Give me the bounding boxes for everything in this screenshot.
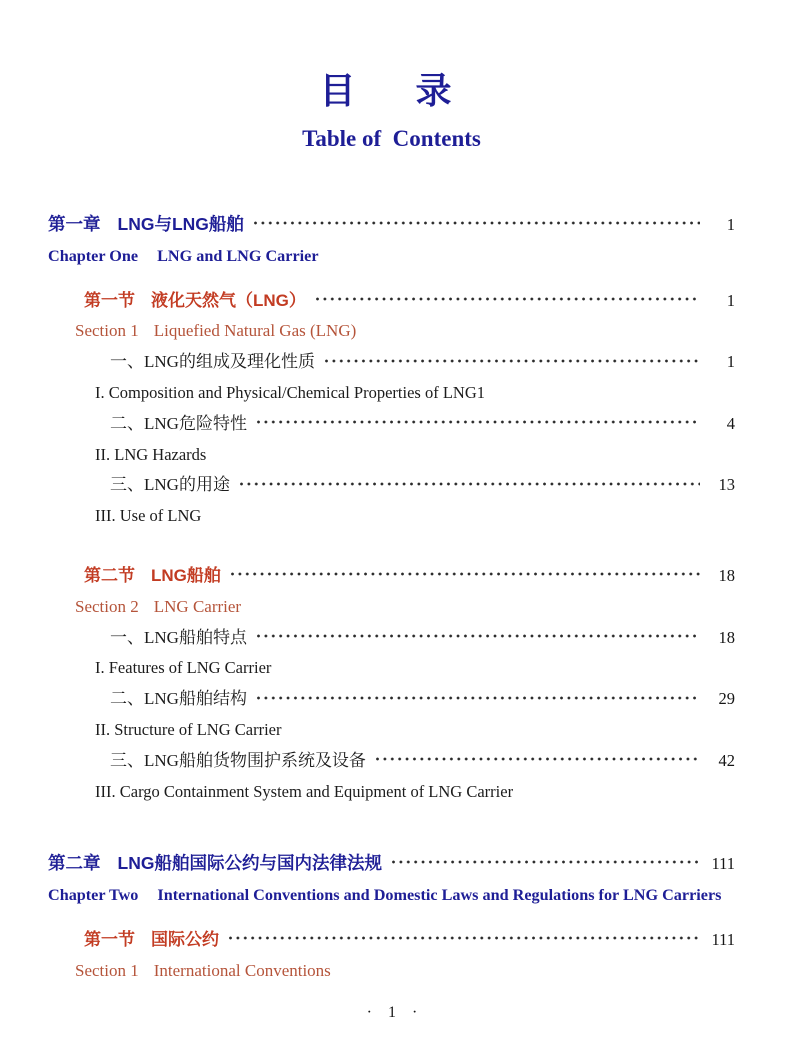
entry-title: I. Composition and Physical/Chemical Properties of LNG1: [95, 382, 485, 402]
dot-leader: [257, 420, 700, 424]
page-title-english: Table of Contents: [302, 126, 481, 151]
toc-entry-section2-en: [48, 592, 735, 623]
page-number: 18: [718, 627, 735, 647]
toc-entry-item-zh: [48, 684, 735, 715]
dot-leader: [254, 221, 700, 225]
page-number: 111: [711, 929, 735, 949]
entry-title: 二、LNG船舶结构: [110, 689, 247, 709]
page-number: 1: [726, 352, 735, 372]
entry-title: LNG Carrier: [153, 596, 242, 616]
entry-title: Liquefied Natural Gas (LNG): [153, 321, 357, 341]
toc-entry-chapter1-zh: [48, 209, 735, 241]
toc-document: [0, 70, 790, 987]
toc-entry-item-en: [48, 653, 735, 684]
page-number: 13: [718, 475, 735, 495]
dot-leader: [257, 634, 700, 638]
dot-leader: [316, 297, 700, 301]
entry-number: Section 1: [75, 960, 139, 980]
toc-entry-item-en: [48, 440, 735, 471]
toc-entry-chapter2-zh: [48, 848, 735, 880]
dot-leader: [376, 757, 700, 761]
toc-entry-item-zh: [48, 470, 735, 501]
entry-number: 第二节: [84, 565, 135, 585]
footer-page-number: · 1 ·: [366, 1004, 424, 1021]
entry-number: 第一章: [48, 214, 101, 234]
entry-title: 一、LNG船舶特点: [110, 627, 247, 647]
toc-entry-section2-zh: [48, 561, 735, 592]
entry-number: Section 1: [75, 321, 139, 341]
page-number: 111: [711, 854, 735, 874]
toc-entry-item-en: [48, 378, 735, 409]
page-number: 4: [726, 413, 735, 433]
toc-entry-item-zh: [48, 347, 735, 378]
entry-title: International Conventions and Domestic Laws and Regulations for LNG Carriers: [157, 886, 722, 905]
toc-entry-item-zh: [48, 409, 735, 440]
page-number: 42: [718, 750, 735, 770]
dot-leader: [392, 860, 700, 864]
toc-entry-item-zh: [48, 746, 735, 777]
entry-title: 液化天然气（LNG）: [151, 290, 306, 310]
entry-title: LNG船舶: [151, 565, 221, 585]
toc-entry-section1-zh: [48, 925, 735, 956]
entry-number: 第一节: [84, 929, 135, 949]
entry-title: II. Structure of LNG Carrier: [95, 719, 282, 739]
page-number: 18: [718, 565, 735, 585]
entry-title: LNG与LNG船舶: [117, 214, 244, 234]
toc-entry-section1-en: [48, 956, 735, 987]
entry-title: III. Use of LNG: [95, 506, 202, 526]
entry-number: Section 2: [75, 596, 139, 616]
toc-list: [48, 209, 735, 987]
entry-title: LNG船舶国际公约与国内法律法规: [117, 853, 382, 874]
toc-entry-chapter2-en: [48, 880, 735, 911]
entry-number: 第二章: [48, 853, 101, 874]
dot-leader: [229, 936, 700, 940]
entry-title: LNG and LNG Carrier: [157, 246, 319, 265]
toc-entry-item-en: [48, 501, 735, 532]
entry-title: 三、LNG船舶货物围护系统及设备: [110, 750, 366, 770]
entry-title: International Conventions: [153, 960, 331, 980]
entry-number: 第一节: [84, 290, 135, 310]
entry-title: I. Features of LNG Carrier: [95, 658, 272, 678]
toc-entry-item-zh: [48, 623, 735, 654]
entry-title: 国际公约: [151, 929, 219, 949]
toc-entry-section1-en: [48, 316, 735, 347]
page-title-chinese: 目 录: [319, 70, 464, 111]
dot-leader: [257, 696, 700, 700]
entry-title: III. Cargo Containment System and Equipment of LNG Carrier: [95, 781, 514, 801]
toc-entry-chapter1-en: [48, 241, 735, 272]
entry-number: Chapter Two: [48, 886, 139, 905]
page-number: 1: [726, 290, 735, 310]
dot-leader: [231, 572, 700, 576]
toc-entry-section1-zh: [48, 286, 735, 317]
toc-entry-item-en: [48, 715, 735, 746]
entry-title: 二、LNG危险特性: [110, 413, 247, 433]
page-number: 29: [718, 689, 735, 709]
entry-title: 三、LNG的用途: [110, 475, 230, 495]
entry-title: II. LNG Hazards: [95, 444, 207, 464]
dot-leader: [240, 482, 700, 486]
toc-entry-item-en: [48, 777, 735, 808]
entry-number: Chapter One: [48, 246, 139, 265]
page-number: 1: [726, 215, 735, 234]
dot-leader: [325, 359, 700, 363]
entry-title: 一、LNG的组成及理化性质: [110, 352, 315, 372]
